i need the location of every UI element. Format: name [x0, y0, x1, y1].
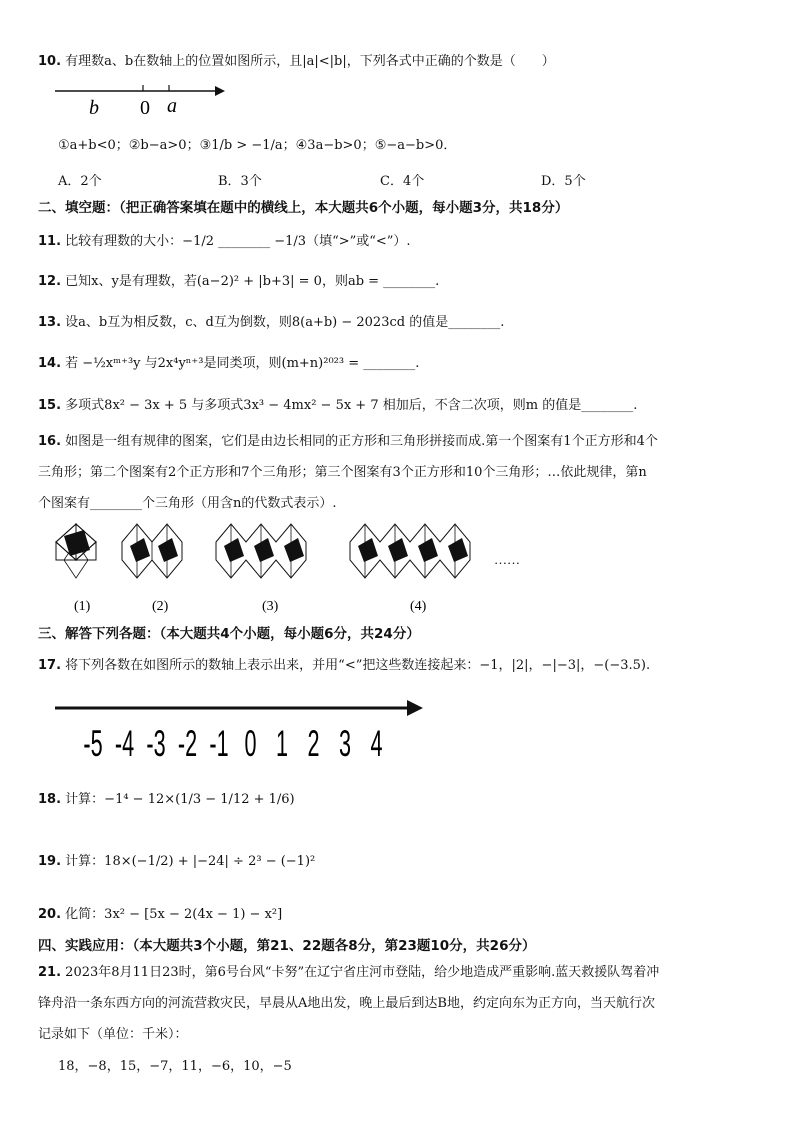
section-4-title: 四、实践应用：（本大题共3个小题，第21、22题各8分，第23题10分，共26分）	[38, 938, 536, 954]
q12	[38, 270, 439, 289]
q19-number: 19.	[38, 854, 62, 869]
q15-text: 多项式8x² − 3x + 5 与多项式3x³ − 4mx² − 5x + 7 相加后，不含二次项，则m 的值是________.	[65, 398, 638, 413]
q17-tick-label: -4	[114, 722, 135, 765]
q17-tick-label: -5	[83, 722, 103, 765]
q10-option-b: B．3个	[218, 174, 262, 189]
q16-figure-label-3: (3)	[262, 599, 279, 614]
section-2-title: 二、填空题：（把正确答案填在题中的横线上，本大题共6个小题，每小题3分，共18分）	[38, 200, 569, 216]
q13-text: 设a、b互为相反数，c、d互为倒数，则8(a+b) − 2023cd 的值是________.	[65, 315, 505, 330]
q20	[38, 903, 282, 922]
q10-axis-label-b: b	[89, 97, 99, 119]
q21-number: 21.	[38, 965, 62, 980]
q16-text-line-1: 如图是一组有规律的图案，它们是由边长相同的正方形和三角形拼接而成.第一个图案有1个正方形和4个	[65, 434, 658, 449]
pattern-2	[122, 524, 182, 578]
q15	[38, 394, 637, 413]
q10-option-c: C．4个	[380, 174, 425, 189]
q17-tick-label: 4	[370, 722, 383, 765]
q16-figure-label-2: (2)	[152, 599, 169, 614]
section-3-title: 三、解答下列各题：（本大题共4个小题，每小题6分，共24分）	[38, 626, 420, 642]
q20-number: 20.	[38, 907, 62, 922]
q10-statements: ①a+b<0；②b−a>0；③1/b > −1/a；④3a−b>0；⑤−a−b>0．	[58, 138, 457, 153]
q16-number: 16.	[38, 434, 62, 449]
q17-number: 17.	[38, 658, 62, 673]
q15-number: 15.	[38, 398, 62, 413]
q18-number: 18.	[38, 792, 62, 807]
q17-tick-label: -1	[209, 722, 229, 765]
q17-tick-label: 1	[275, 722, 289, 765]
q19	[38, 850, 315, 869]
q14-text: 若 −½xᵐ⁺³y 与2x⁴yⁿ⁺³是同类项，则(m+n)²⁰²³ = ________.	[65, 356, 420, 371]
q16-pattern-figure	[50, 520, 550, 620]
q12-text: 已知x、y是有理数，若(a−2)² + |b+3| = 0，则ab = ________.	[65, 274, 440, 289]
q17-number-line	[55, 690, 435, 770]
q16-line-2: 三角形；第二个图案有2个正方形和7个三角形；第三个图案有3个正方形和10个三角形；…依此规律，第n	[38, 465, 647, 480]
q10-number-line	[55, 80, 230, 120]
q21-line-1	[38, 961, 659, 980]
q21-text-line-1: 2023年8月11日23时，第6号台风“卡努”在辽宁省庄河市登陆，给少地造成严重影响.蓝天救援队驾着冲	[65, 965, 660, 980]
q11-text: 比较有理数的大小：−1/2 ________ −1/3（填“>”或“<”）.	[65, 234, 411, 249]
q16-ellipsis: ……	[494, 552, 520, 567]
q16-line-3: 个图案有________个三角形（用含n的代数式表示）.	[38, 496, 337, 511]
pattern-4	[350, 524, 470, 578]
q10-axis-label-0: 0	[140, 97, 150, 119]
q18-text: 计算：−1⁴ − 12×(1/3 − 1/12 + 1/6)	[65, 792, 295, 807]
q14	[38, 352, 419, 371]
q17-tick-label: -2	[177, 722, 198, 765]
q19-text: 计算：18×(−1/2) + |−24| ÷ 2³ − (−1)²	[65, 854, 316, 869]
q21-line-3: 记录如下（单位：千米）：	[38, 1027, 188, 1042]
q17-tick-label: 0	[244, 722, 257, 765]
q17-tick-label: -3	[146, 722, 166, 765]
q10-option-d: D．5个	[541, 174, 586, 189]
q14-number: 14.	[38, 356, 62, 371]
q17	[38, 654, 650, 673]
pattern-1	[56, 524, 96, 578]
q17-tick-label: 2	[307, 722, 320, 765]
q11-number: 11.	[38, 234, 62, 249]
q11	[38, 230, 411, 249]
q10-axis-label-a: a	[167, 95, 177, 117]
q18	[38, 788, 295, 807]
q17-tick-label: 3	[338, 722, 352, 765]
q16-figure-label-1: (1)	[74, 599, 91, 614]
pattern-3	[216, 524, 306, 578]
q21-line-2: 锋舟沿一条东西方向的河流营救灾民，早晨从A地出发，晚上最后到达B地，约定向东为正方向，当天航行次	[38, 996, 655, 1011]
q21-records: 18，−8，15，−7，11，−6，10，−5	[58, 1059, 292, 1074]
q10-number: 10.	[38, 54, 62, 69]
q10-option-a: A．2个	[58, 174, 102, 189]
q10-stem-text: 有理数a、b在数轴上的位置如图所示，且|a|<|b|，下列各式中正确的个数是（ ）	[65, 54, 555, 69]
q13-number: 13.	[38, 315, 62, 330]
q12-number: 12.	[38, 274, 62, 289]
q20-text: 化简：3x² − [5x − 2(4x − 1) − x²]	[65, 907, 283, 922]
q16-figure-label-4: (4)	[410, 599, 427, 614]
q16-line-1	[38, 430, 658, 449]
q13	[38, 311, 504, 330]
q17-text: 将下列各数在如图所示的数轴上表示出来，并用“<”把这些数连接起来：−1，|2|，−|−3|，−(−3.5).	[65, 658, 651, 673]
q10-stem	[38, 50, 555, 69]
